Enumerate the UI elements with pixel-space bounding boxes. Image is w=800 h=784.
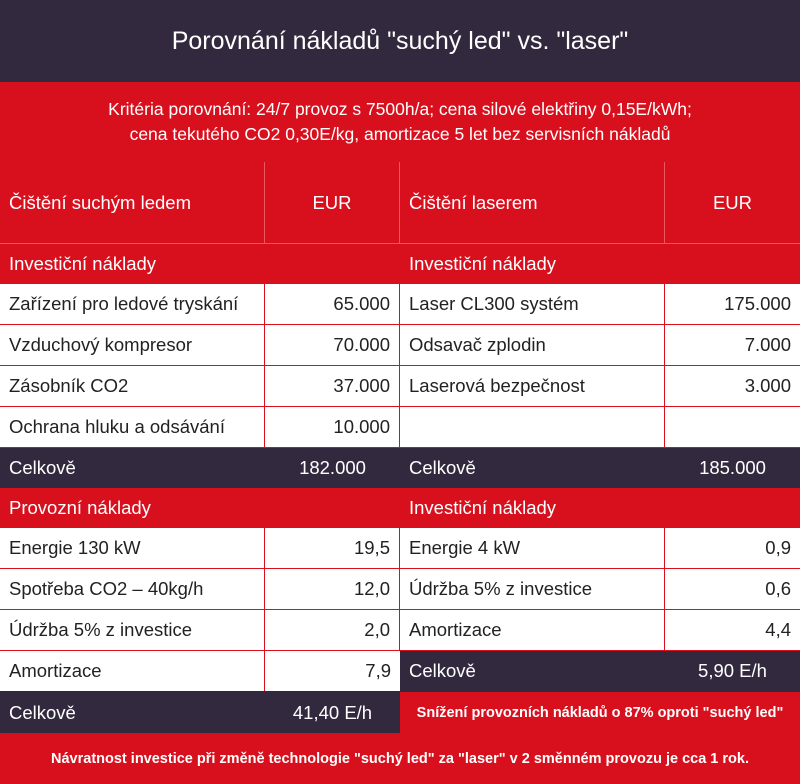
total-label: Celkově: [9, 456, 76, 478]
table-row: [0, 528, 800, 569]
payback-footer: Návratnost investice při změně technologie "suchý led" za "laser" v 2 směnném provozu je cca 1 rok.: [0, 734, 800, 784]
row-value: 12,0: [265, 569, 400, 609]
row-label: Údržba 5% z investice: [0, 610, 265, 650]
row-value: 70.000: [265, 325, 400, 365]
row-value: 0,9: [765, 537, 791, 558]
row-value: 0,6: [765, 578, 791, 599]
page-title: Porovnání nákladů "suchý led" vs. "laser": [0, 0, 800, 82]
dry-ice-total-value: 41,40 E/h: [265, 692, 400, 733]
row-label: Laser CL300 systém: [400, 284, 665, 324]
criteria-banner: [0, 82, 800, 162]
row-value: 4,4: [765, 619, 791, 640]
row-value: 19,5: [265, 528, 400, 568]
row-label: Amortizace: [400, 610, 665, 650]
row-value: 7.000: [744, 334, 791, 355]
row-label: Zařízení pro ledové tryskání: [0, 284, 265, 324]
row-label: Amortizace: [0, 651, 265, 691]
savings-note: Snížení provozních nákladů o 87% oproti "suchý led": [400, 692, 800, 733]
comparison-table: [0, 162, 800, 784]
row-label: Vzduchový kompresor: [0, 325, 265, 365]
operating-total-row: [0, 692, 800, 734]
row-value: 7,9: [365, 660, 391, 681]
row-value: 65.000: [265, 284, 400, 324]
row-label: Ochrana hluku a odsávání: [0, 407, 265, 447]
row-label: Spotřeba CO2 – 40kg/h: [0, 569, 265, 609]
table-row: [0, 325, 800, 366]
table-row: [0, 569, 800, 610]
investment-title-left: Investiční náklady: [9, 252, 157, 274]
header-laser: Čištění laserem: [400, 162, 665, 243]
amortization-row: [0, 651, 800, 692]
row-value: 10.000: [265, 407, 400, 447]
operating-title-left: Provozní náklady: [9, 496, 151, 518]
row-value: [665, 407, 800, 447]
table-row: [0, 610, 800, 651]
total-label: Celkově: [409, 456, 476, 478]
table-row: [0, 407, 800, 448]
header-laser-currency: EUR: [712, 191, 753, 213]
row-value: 175.000: [724, 293, 791, 314]
table-row: [0, 366, 800, 407]
row-label: Odsavač zplodin: [400, 325, 665, 365]
dry-ice-total-label: Celkově: [0, 692, 265, 733]
header-dry-ice: Čištění suchým ledem: [0, 162, 265, 243]
laser-total-value: 5,90 E/h: [665, 651, 800, 691]
header-dry-ice-currency: EUR: [265, 162, 400, 243]
investment-total-row: [0, 448, 800, 488]
table-header-row: [0, 162, 800, 244]
row-label: Energie 130 kW: [0, 528, 265, 568]
row-value: 3.000: [744, 375, 791, 396]
total-value: 182.000: [299, 456, 366, 478]
row-label: Laserová bezpečnost: [400, 366, 665, 406]
operating-title-right: Investiční náklady: [409, 496, 557, 518]
laser-total-label: Celkově: [400, 651, 665, 691]
total-value: 185.000: [699, 456, 766, 478]
row-label: Údržba 5% z investice: [400, 569, 665, 609]
investment-section-row: [0, 244, 800, 284]
criteria-line-2: cena tekutého CO2 0,30E/kg, amortizace 5 let bez servisních nákladů: [129, 124, 671, 144]
row-value: 37.000: [265, 366, 400, 406]
operating-section-row: [0, 488, 800, 528]
row-label: Zásobník CO2: [0, 366, 265, 406]
row-label: [400, 407, 665, 447]
row-value: 2,0: [265, 610, 400, 650]
investment-title-right: Investiční náklady: [409, 252, 557, 274]
row-label: Energie 4 kW: [400, 528, 665, 568]
criteria-line-1: Kritéria porovnání: 24/7 provoz s 7500h/a; cena silové elektřiny 0,15E/kWh;: [108, 99, 692, 119]
table-row: [0, 284, 800, 325]
